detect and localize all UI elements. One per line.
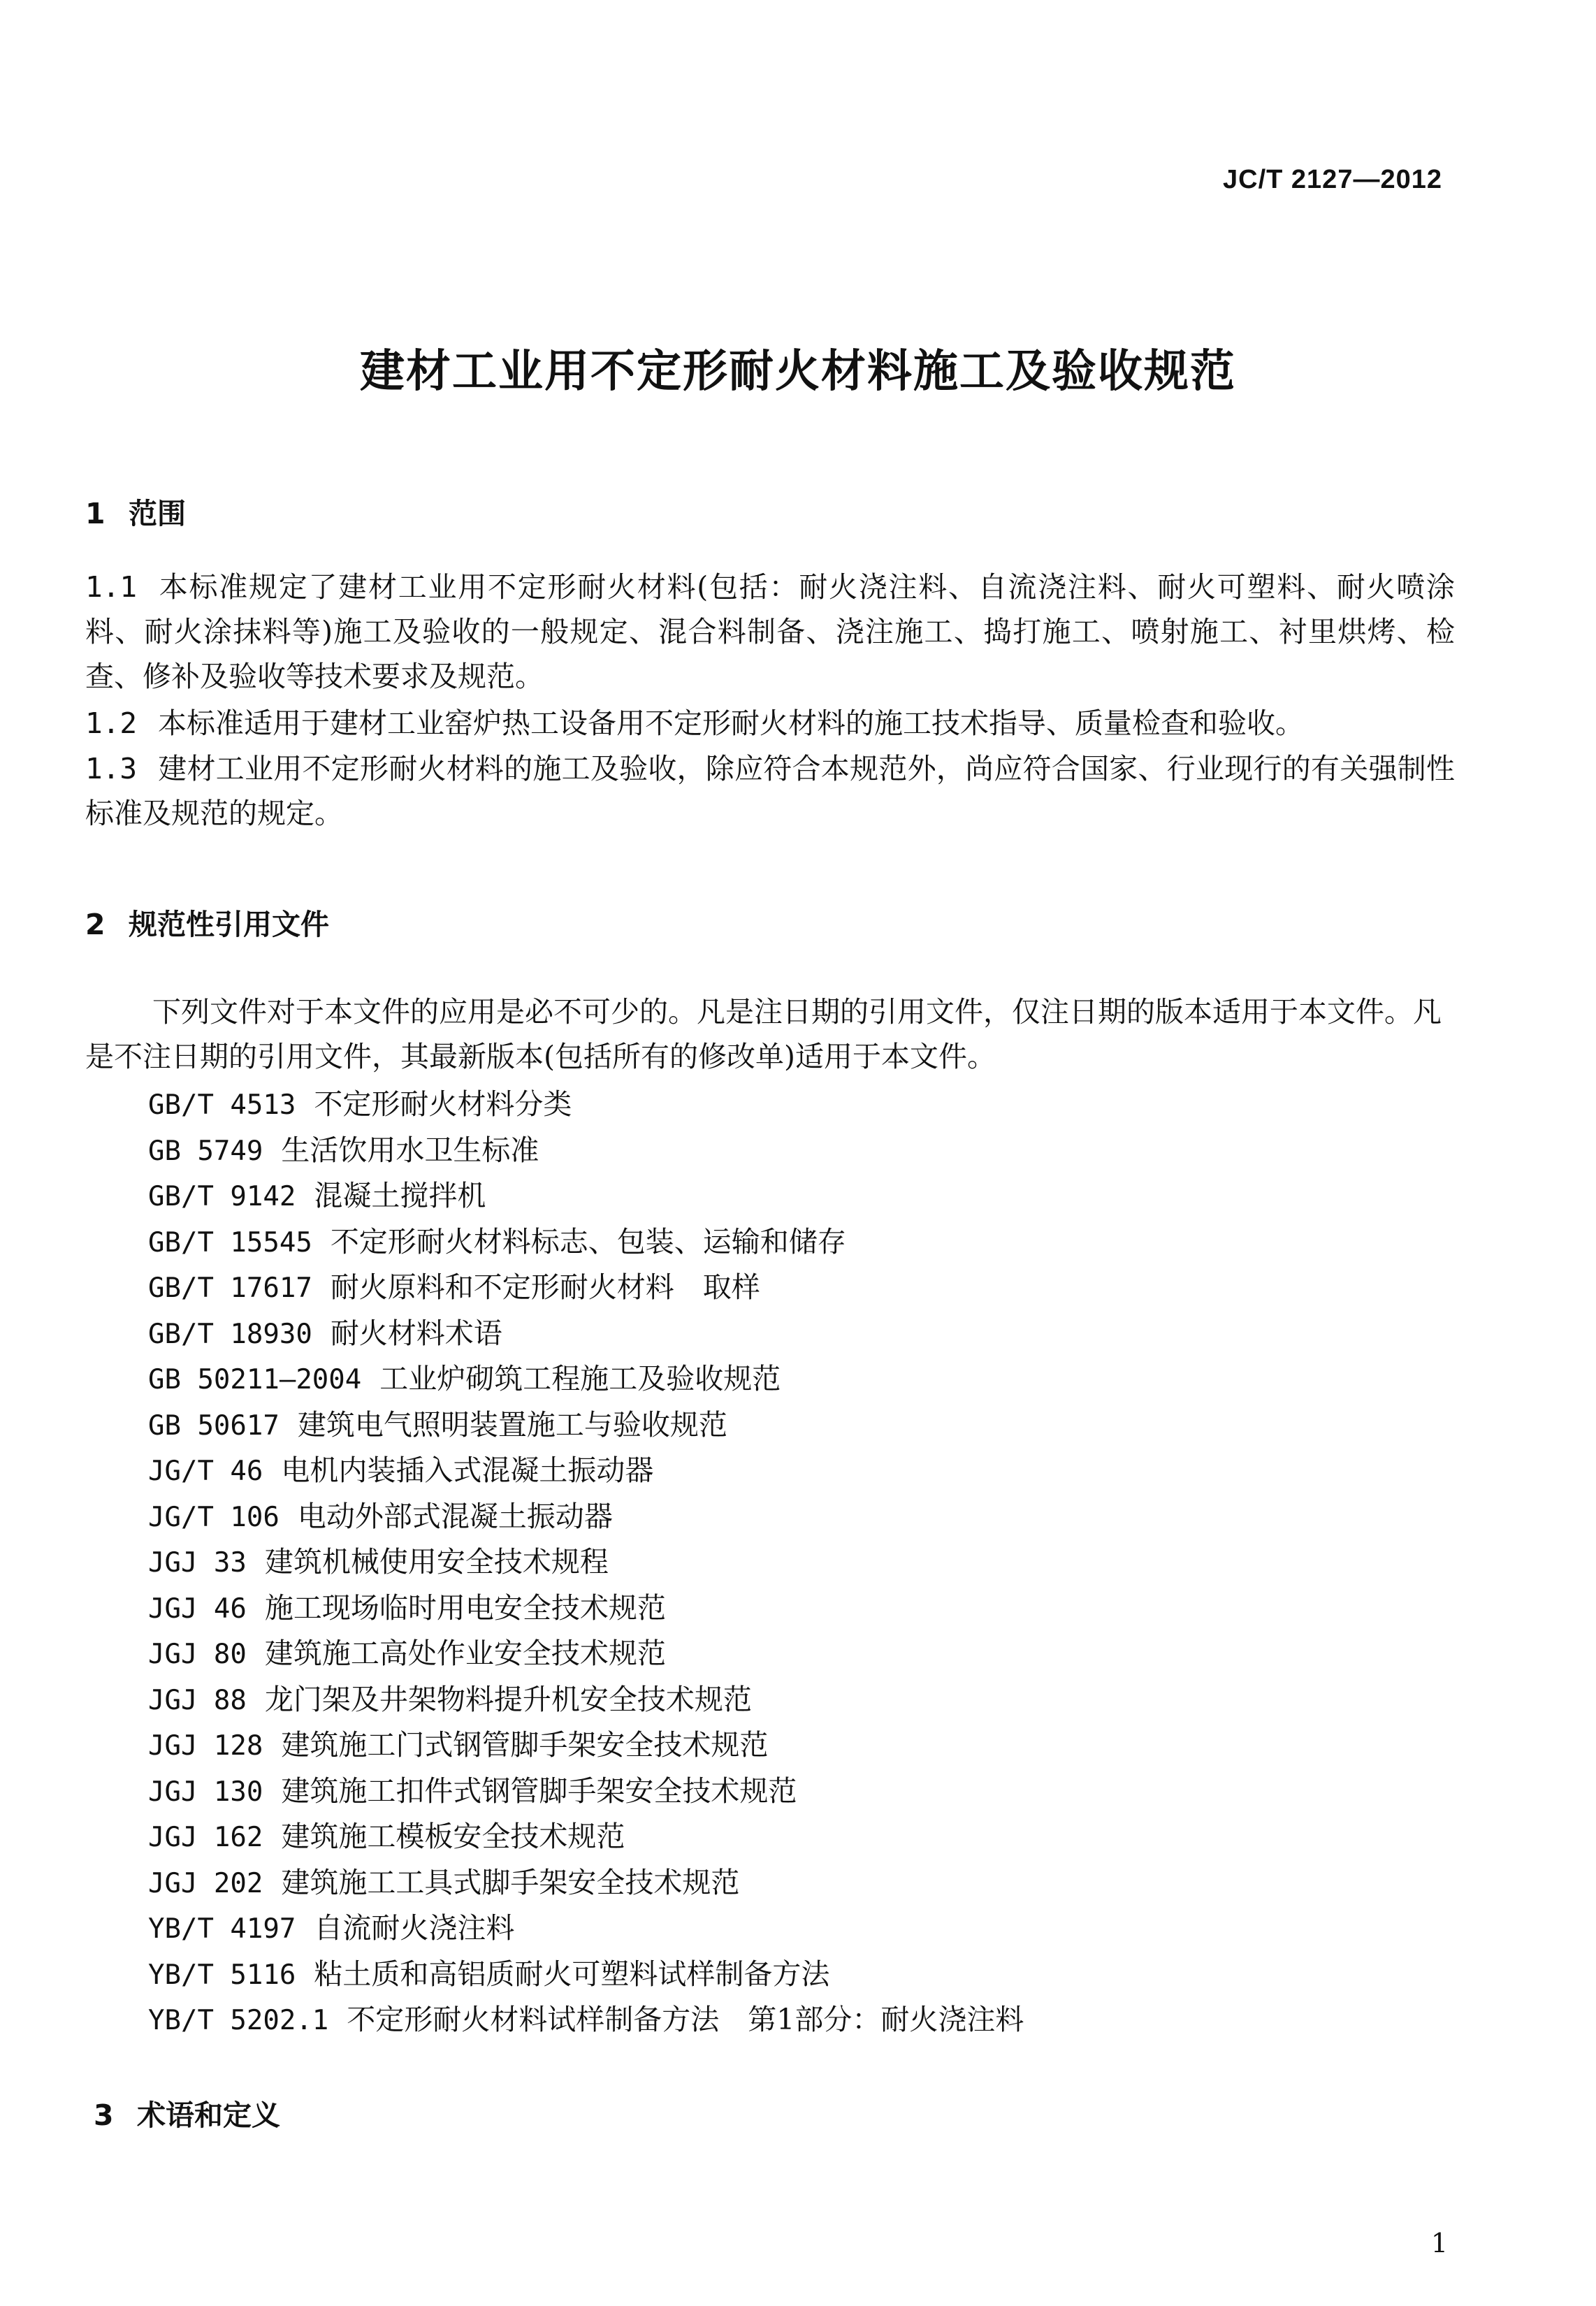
reference-code: JGJ 46 <box>148 1593 247 1625</box>
reference-title: 自流耐火浇注料 <box>314 1911 515 1945</box>
clause-number: 1.3 <box>85 752 138 785</box>
section-2-heading <box>85 901 329 943</box>
reference-item <box>148 1082 1024 1128</box>
reference-title: 建筑施工高处作业安全技术规范 <box>264 1637 666 1670</box>
reference-item <box>148 1860 1024 1906</box>
reference-item <box>148 1586 1024 1632</box>
reference-title: 电动外部式混凝土振动器 <box>297 1499 613 1533</box>
reference-title: 施工现场临时用电安全技术规范 <box>264 1590 666 1625</box>
reference-title: 龙门架及井架物料提升机安全技术规范 <box>264 1682 752 1716</box>
reference-item <box>148 1494 1024 1540</box>
reference-code: GB/T 9142 <box>148 1181 296 1212</box>
reference-item <box>148 1677 1024 1723</box>
section-number: 2 <box>85 908 106 941</box>
reference-title: 不定形耐火材料标志、包装、运输和储存 <box>330 1224 846 1259</box>
clause-1-1 <box>85 565 1455 699</box>
reference-item <box>148 1723 1024 1769</box>
reference-code: JGJ 33 <box>148 1547 247 1579</box>
clause-number: 1.2 <box>85 706 138 740</box>
reference-item <box>148 1631 1024 1677</box>
reference-item <box>148 1814 1024 1860</box>
reference-item <box>148 1539 1024 1586</box>
page-number: 1 <box>1430 2228 1448 2258</box>
reference-code: JGJ 202 <box>148 1867 263 1899</box>
reference-title: 混凝土搅拌机 <box>314 1179 486 1212</box>
reference-item <box>148 1311 1024 1357</box>
reference-title: 生活饮用水卫生标准 <box>281 1133 539 1167</box>
reference-title: 耐火材料术语 <box>330 1316 502 1350</box>
reference-item <box>148 1769 1024 1815</box>
reference-item <box>148 1448 1024 1494</box>
section-title: 范围 <box>129 497 186 530</box>
section-title: 术语和定义 <box>137 2098 280 2132</box>
reference-code: JGJ 80 <box>148 1639 247 1670</box>
reference-title: 不定形耐火材料分类 <box>314 1087 572 1121</box>
reference-item <box>148 1402 1024 1449</box>
reference-code: JGJ 162 <box>148 1822 263 1853</box>
reference-code: GB 50617 <box>148 1409 280 1442</box>
reference-title: 粘土质和高铝质耐火可塑料试样制备方法 <box>314 1957 830 1991</box>
reference-item <box>148 1356 1024 1402</box>
reference-code: JGJ 88 <box>148 1684 247 1716</box>
reference-title: 建筑施工扣件式钢管脚手架安全技术规范 <box>281 1774 797 1808</box>
reference-code: YB/T 4197 <box>148 1913 296 1945</box>
reference-item <box>148 1997 1024 2043</box>
reference-title: 建筑施工工具式脚手架安全技术规范 <box>281 1865 740 1899</box>
references-intro: 下列文件对于本文件的应用是必不可少的。凡是注日期的引用文件，仅注日期的版本适用于本文件。凡是不注日期的引用文件，其最新版本(包括所有的修改单)适用于本文件。 <box>85 995 1442 1073</box>
standard-code: JC/T 2127—2012 <box>1223 165 1442 194</box>
section-number: 3 <box>94 2098 114 2132</box>
reference-title: 电机内装插入式混凝土振动器 <box>281 1453 654 1487</box>
document-title: 建材工业用不定形耐火材料施工及验收规范 <box>360 346 1236 398</box>
section-1-heading <box>85 491 186 532</box>
reference-code: JGJ 128 <box>148 1730 263 1762</box>
reference-title: 建筑机械使用安全技术规程 <box>264 1545 609 1579</box>
clause-text: 建材工业用不定形耐火材料的施工及验收，除应符合本规范外，尚应符合国家、行业现行的有关强制性标准及规范的规定。 <box>85 752 1455 830</box>
reference-item <box>148 1906 1024 1952</box>
reference-code: GB/T 18930 <box>148 1318 312 1350</box>
reference-code: YB/T 5116 <box>148 1959 296 1991</box>
section-3-heading <box>94 2092 280 2133</box>
section-title: 规范性引用文件 <box>129 908 329 941</box>
section-number: 1 <box>85 497 106 530</box>
reference-code: GB/T 4513 <box>148 1089 296 1121</box>
reference-title: 建筑电气照明装置施工与验收规范 <box>297 1407 727 1442</box>
reference-title: 工业炉砌筑工程施工及验收规范 <box>379 1362 781 1395</box>
reference-title: 不定形耐火材料试样制备方法 第1部分：耐火浇注料 <box>347 2003 1024 2036</box>
reference-code: GB 50211—2004 <box>148 1364 362 1395</box>
reference-code: JG/T 106 <box>148 1501 280 1533</box>
reference-item <box>148 1265 1024 1311</box>
reference-title: 耐火原料和不定形耐火材料 取样 <box>330 1270 760 1304</box>
reference-code: JG/T 46 <box>148 1456 263 1487</box>
reference-code: GB/T 15545 <box>148 1226 312 1259</box>
reference-code: JGJ 130 <box>148 1776 263 1808</box>
reference-code: YB/T 5202.1 <box>148 2005 329 2036</box>
reference-item <box>148 1128 1024 1174</box>
reference-code: GB/T 17617 <box>148 1272 312 1304</box>
clause-text: 本标准适用于建材工业窑炉热工设备用不定形耐火材料的施工技术指导、质量检查和验收。 <box>158 706 1304 740</box>
clause-1-2 <box>85 701 1455 746</box>
normative-references-list <box>148 1082 1024 2043</box>
reference-title: 建筑施工模板安全技术规范 <box>281 1820 625 1853</box>
reference-code: GB 5749 <box>148 1135 263 1167</box>
reference-title: 建筑施工门式钢管脚手架安全技术规范 <box>281 1728 769 1762</box>
clause-1-3 <box>85 746 1455 836</box>
reference-item <box>148 1173 1024 1219</box>
reference-item <box>148 1952 1024 1998</box>
clause-text: 本标准规定了建材工业用不定形耐火材料(包括：耐火浇注料、自流浇注料、耐火可塑料、耐火喷涂料、耐火涂抹料等)施工及验收的一般规定、混合料制备、浇注施工、捣打施工、喷射施工、衬里烘烤、检查、修补及验收等技术要求及规范。 <box>85 570 1455 693</box>
reference-item <box>148 1219 1024 1266</box>
clause-number: 1.1 <box>85 570 138 604</box>
